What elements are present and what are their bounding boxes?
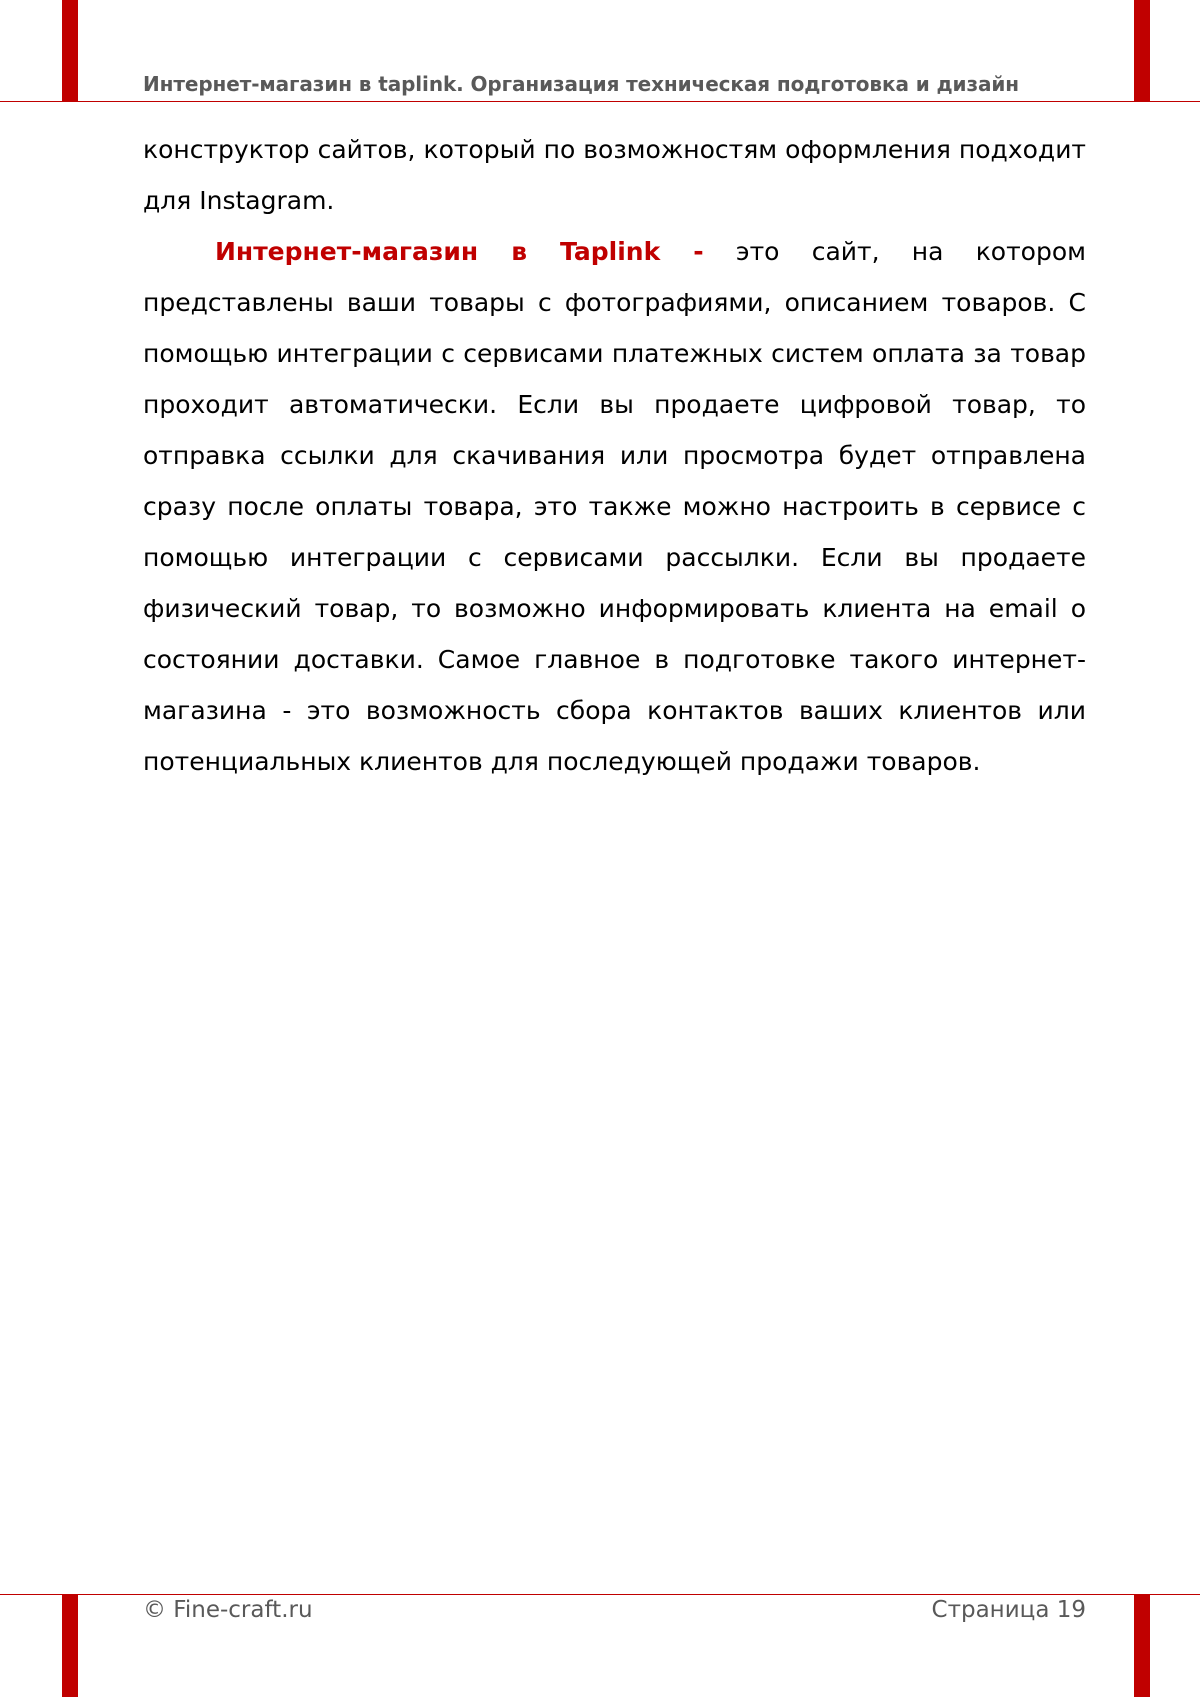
header-rule <box>0 101 1200 102</box>
running-header: Интернет-магазин в taplink. Организация техническая подготовка и дизайн <box>143 72 1019 96</box>
highlighted-term: Интернет-магазин в Taplink - <box>215 237 704 266</box>
footer-page-number: Страница 19 <box>931 1597 1086 1623</box>
footer-copyright: © Fine-craft.ru <box>143 1597 313 1623</box>
bottom-right-red-bar <box>1134 1594 1150 1697</box>
paragraph-text: это сайт, на котором представлены ваши товары с фотографиями, описанием товаров. С помощью интеграции с сервисами платежных систем оплата за товар проходит автоматически. Если вы продаете цифровой товар, то отправка ссылки для скачивания или просмотра будет отправлена сразу после оплаты товара, это также можно настроить в сервисе с помощью интеграции с сервисами рассылки. Если вы продаете физический товар, то возможно информировать клиента на email о состоянии доставки. Самое главное в подготовке такого интернет-магазина - это возможность сбора контактов ваших клиентов или потенциальных клиентов для последующей продажи товаров. <box>143 237 1086 776</box>
top-right-red-bar <box>1134 0 1150 101</box>
footer-rule <box>0 1594 1200 1595</box>
paragraph-continuation: конструктор сайтов, который по возможностям оформления подходит для Instagram. <box>143 135 1086 215</box>
page-body <box>143 124 1086 787</box>
bottom-left-red-bar <box>62 1594 78 1697</box>
paragraph-taplink-store <box>143 226 1086 787</box>
top-left-red-bar <box>62 0 78 101</box>
